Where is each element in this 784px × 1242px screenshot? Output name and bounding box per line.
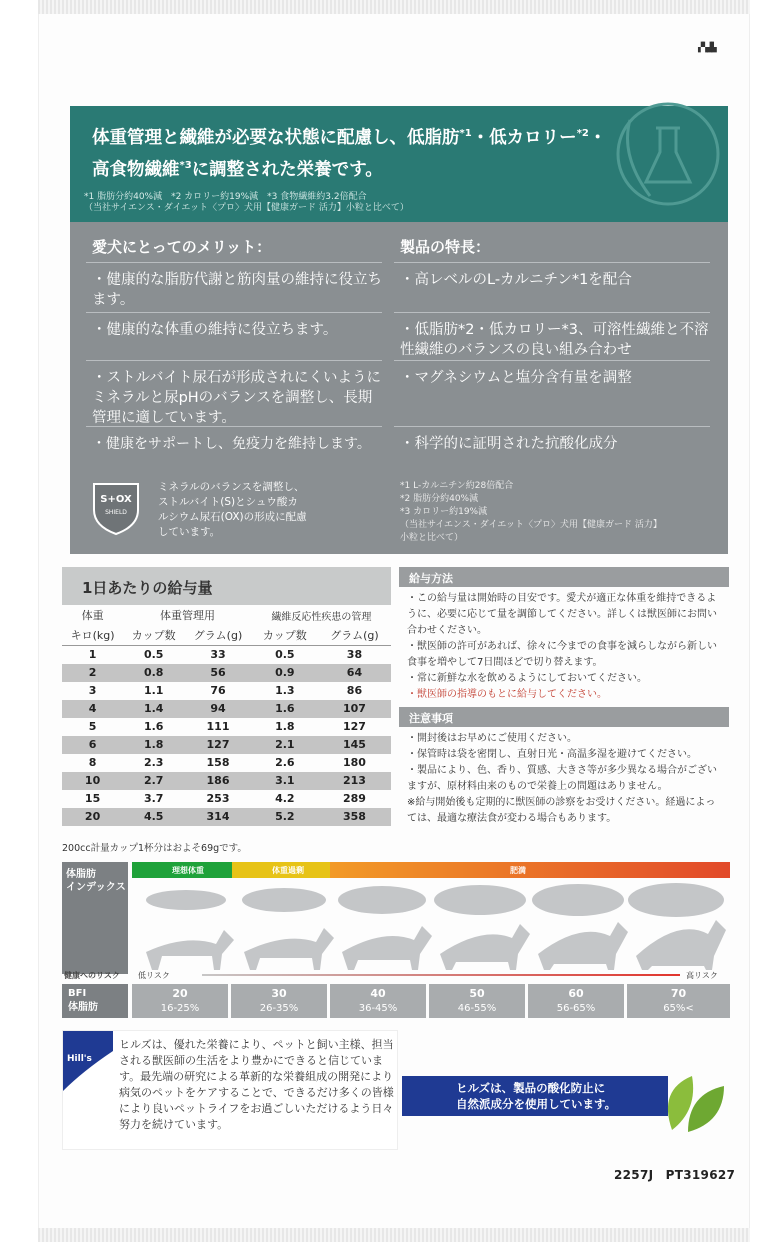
risk-low-label: 低リスク — [138, 971, 170, 980]
headline-notes — [84, 192, 409, 214]
cell: 107 — [318, 700, 391, 718]
dog-top-view — [146, 890, 226, 910]
cell: 4 — [62, 700, 123, 718]
benefit-item: ・ストルバイト尿石が形成されにくいようにミネラルと尿pHのバランスを調整し、長期管理に適しています。 — [92, 370, 381, 426]
product-code: 2257J PT319627 — [614, 1168, 736, 1182]
feeding-note: 200cc計量カップ1杯分はおよそ69gです。 — [62, 843, 247, 854]
benefits-title: 愛犬にとってのメリット： — [92, 238, 272, 256]
hills-statement — [62, 1030, 398, 1150]
table-row — [62, 736, 391, 754]
bfi-value: 40 — [370, 987, 386, 1000]
bfi-cell — [330, 984, 426, 1018]
bfi-cell — [627, 984, 730, 1018]
headline-note: *1 脂肪分約40%減 *2 カロリー約19%減 *3 食物繊維約3.2倍配合 — [84, 192, 367, 202]
headline-note: （当社サイエンス・ダイエット〈プロ〉犬用【健康ガード 活力】小粒と比べて） — [84, 203, 409, 213]
cell: 94 — [184, 700, 251, 718]
bfi-label — [62, 862, 128, 974]
divider — [394, 360, 710, 361]
cell: 5.2 — [252, 808, 318, 826]
headline-text: ・ — [588, 127, 607, 148]
cell: 111 — [206, 720, 230, 733]
divider — [86, 262, 382, 263]
col-header: カップ数 — [262, 629, 307, 642]
cell: 20 — [62, 808, 123, 826]
bfi-row-label-line: BFI — [68, 988, 87, 999]
cell: 186 — [184, 772, 251, 790]
feeding-title: 1日あたりの給与量 — [62, 567, 391, 605]
bag-bottom-seal — [38, 1228, 750, 1242]
dog-silhouettes — [136, 882, 730, 972]
caution-title: 注意事項 — [399, 707, 729, 727]
cell: 1.1 — [143, 684, 164, 697]
cell: 2.7 — [123, 772, 184, 790]
bfi-label-line: インデックス — [66, 882, 126, 893]
footnotes — [400, 480, 720, 545]
cell: 145 — [318, 736, 391, 754]
table-row — [62, 790, 391, 808]
caution-item: ・保管時は袋を密閉し、直射日光・高温多湿を避けてください。 — [407, 749, 697, 760]
shield-badge-bottom: SHIELD — [105, 509, 127, 516]
feature-item: ・マグネシウムと塩分含有量を調整 — [400, 370, 632, 386]
cell: 1.8 — [275, 720, 295, 733]
footnote-mark: *2 — [576, 128, 589, 139]
dog-side-view — [146, 930, 234, 970]
cell: 1.6 — [143, 720, 164, 733]
cell: 3.1 — [252, 772, 318, 790]
bfi-value: 30 — [271, 987, 287, 1000]
cell: 5 — [88, 720, 97, 733]
dog-top-view — [434, 885, 526, 915]
feature-item: ・高レベルのL-カルニチン*1を配合 — [400, 272, 632, 288]
cell: 158 — [206, 756, 230, 769]
headline-banner — [70, 106, 728, 222]
bfi-cell — [429, 984, 525, 1018]
shield-badge-top: S+OX — [100, 494, 132, 505]
bag-top-seal — [38, 0, 750, 14]
footnote: （当社サイエンス・ダイエット〈プロ〉犬用【健康ガード 活力】 — [400, 520, 662, 530]
headline-text: ・低カロリー — [471, 127, 577, 148]
footnote: *1 L-カルニチン約28倍配合 — [400, 481, 514, 491]
bfi-range: 26-35% — [259, 1003, 299, 1014]
bfi-value: 20 — [172, 987, 188, 1000]
cell: 314 — [184, 808, 251, 826]
col-header: カップ数 — [131, 629, 176, 642]
bfi-cell — [528, 984, 624, 1018]
cell: 8 — [88, 756, 97, 769]
instruction-item: ・常に新鮮な水を飲めるようにしておいてください。 — [407, 673, 647, 684]
cell: 289 — [342, 792, 366, 805]
bfi-range: 46-55% — [457, 1003, 497, 1014]
feeding-guide — [62, 567, 391, 826]
cell: 76 — [210, 684, 226, 697]
hills-logo-text: Hill's — [67, 1054, 92, 1064]
feed-method-title: 給与方法 — [399, 567, 729, 587]
footnote: *3 カロリー約19%減 — [400, 507, 488, 517]
cell: 2 — [62, 664, 123, 682]
footnote-mark: *1 — [459, 128, 472, 139]
table-row — [62, 664, 391, 682]
bfi-range: 65%< — [663, 1003, 694, 1014]
feeding-table — [62, 605, 391, 826]
cell: 0.9 — [252, 664, 318, 682]
cell: 1.6 — [252, 700, 318, 718]
bfi-value: 70 — [670, 987, 687, 1000]
headline-text: 体重管理と繊維が必要な状態に配慮し、低脂肪 — [92, 127, 460, 148]
caution-item: ・開封後はお早めにご使用ください。 — [407, 733, 577, 744]
caution-item: ※給与開始後も定期的に獣医師の診察をお受けください。経過によっては、最適な療法食が変わる場合もあります。 — [407, 797, 716, 824]
table-row — [62, 700, 391, 718]
dog-top-view — [338, 886, 426, 914]
table-row — [62, 646, 391, 664]
cell: 1 — [88, 648, 97, 662]
bfi-value: 50 — [469, 987, 485, 1000]
cell: 2.3 — [143, 756, 164, 769]
bfi-value: 60 — [568, 987, 584, 1000]
footnote: 小粒と比べて） — [400, 533, 464, 543]
shield-description: ミネラルのバランスを調整し、ストルバイト(S)とシュウ酸カルシウム尿石(OX)の形成に配慮しています。 — [158, 481, 307, 538]
instruction-item: ・獣医師の許可があれば、徐々に今までの食事を減らしながら新しい食事を増やして7日間ほどで切り替えます。 — [407, 641, 717, 668]
instruction-item: ・この給与量は開始時の目安です。愛犬が適正な体重を維持できるように、必要に応じて量を調節してください。詳しくは獣医師にお問い合わせください。 — [407, 593, 717, 636]
headline — [92, 120, 612, 184]
col-header: グラム(g) — [193, 629, 243, 642]
col-header: 繊維反応性疾患の管理 — [271, 611, 372, 623]
cell: 4.5 — [123, 808, 184, 826]
shield-icon — [90, 480, 142, 536]
dog-side-view — [440, 924, 530, 970]
cell: 10 — [62, 772, 123, 790]
divider — [394, 426, 710, 427]
bfi-label-line: 体脂肪 — [66, 869, 96, 880]
cell: 3 — [88, 684, 97, 697]
cell: 180 — [342, 756, 366, 769]
segment-obese: 肥満 — [330, 862, 730, 878]
cell: 2.6 — [275, 756, 295, 769]
divider — [86, 426, 382, 427]
bfi-range: 36-45% — [358, 1003, 398, 1014]
bfi-range: 16-25% — [160, 1003, 200, 1014]
bfi-row-label-line: 体脂肪 — [68, 1002, 98, 1013]
col-header: グラム(g) — [330, 629, 379, 642]
dog-top-view — [242, 888, 326, 912]
table-row — [62, 754, 391, 772]
cell: 358 — [318, 808, 391, 826]
benefit-item: ・健康的な体重の維持に役立ちます。 — [92, 322, 338, 338]
instruction-item-warning: ・獣医師の指導のもとに給与してください。 — [407, 689, 607, 700]
cell: 0.5 — [275, 648, 295, 662]
cell: 64 — [318, 664, 391, 682]
cell: 127 — [342, 720, 366, 733]
headline-text: に調整された栄養です。 — [191, 159, 383, 180]
feed-method-body — [399, 587, 729, 707]
table-row — [62, 808, 391, 826]
risk-high-label: 高リスク — [686, 971, 718, 980]
dog-side-view — [244, 928, 334, 970]
caution-body — [399, 727, 729, 831]
leaf-icon — [658, 1060, 728, 1140]
cell: 127 — [184, 736, 251, 754]
cell: 3.7 — [143, 792, 164, 805]
science-flask-icon — [610, 96, 726, 220]
divider — [394, 312, 710, 313]
divider — [86, 312, 382, 313]
cell: 15 — [84, 792, 101, 805]
feature-item: ・科学的に証明された抗酸化成分 — [400, 436, 618, 452]
cell: 0.8 — [123, 664, 184, 682]
body-fat-index — [62, 862, 730, 1022]
cell: 253 — [206, 792, 230, 805]
hills-description: ヒルズは、優れた栄養により、ペットと飼い主様、担当される獣医師の生活をより豊かにできると信じています。最先端の研究による革新的な栄養組成の開発により病気のペットをケアすることで、できるだけ多くの皆様により良いペットライフをお過ごしいただけるよう日々努力を続けています。 — [119, 1038, 394, 1131]
divider — [394, 262, 710, 263]
benefit-item: ・健康的な脂肪代謝と筋肉量の維持に役立ちます。 — [92, 272, 382, 308]
hills-logo — [63, 1031, 113, 1091]
dog-side-view — [636, 920, 726, 970]
col-header: 体重 — [81, 609, 104, 622]
table-row — [62, 772, 391, 790]
cell: 2.1 — [252, 736, 318, 754]
features-title: 製品の特長： — [400, 238, 491, 256]
footnote: *2 脂肪分約40%減 — [400, 494, 479, 504]
footnote-mark: *3 — [179, 159, 192, 171]
col-header: キロ(kg) — [70, 629, 115, 642]
benefit-item: ・健康をサポートし、免疫力を維持します。 — [92, 436, 371, 452]
dog-top-view — [628, 883, 724, 917]
instructions — [399, 567, 729, 831]
dog-side-view — [538, 922, 628, 970]
bfi-cell — [231, 984, 327, 1018]
banner-line: ヒルズは、製品の酸化防止に — [456, 1081, 606, 1095]
cell: 56 — [184, 664, 251, 682]
cell: 33 — [210, 648, 226, 662]
bfi-cell — [132, 984, 228, 1018]
cell: 1.4 — [123, 700, 184, 718]
bfi-row-label — [62, 984, 128, 1018]
cell: 38 — [346, 648, 363, 662]
risk-label: 健康へのリスク — [64, 971, 120, 980]
dog-top-view — [532, 884, 624, 916]
col-header: 体重管理用 — [159, 609, 215, 622]
natural-preservative-banner — [402, 1076, 668, 1116]
segment-ideal: 理想体重 — [132, 862, 232, 878]
cell: 4.2 — [275, 792, 295, 805]
cell: 1.8 — [123, 736, 184, 754]
banner-line: 自然派成分を使用しています。 — [456, 1097, 617, 1111]
benefits-features-panel — [70, 222, 728, 554]
headline-text: 高食物繊維 — [92, 159, 180, 180]
bfi-range: 56-65% — [556, 1003, 596, 1014]
dog-side-view — [342, 926, 432, 970]
qr-code: ▞▚▟▙ — [698, 43, 716, 53]
cell: 1.3 — [275, 684, 295, 697]
feature-item: ・低脂肪*2・低カロリー*3、可溶性繊維と不溶性繊維のバランスの良い組み合わせ — [400, 322, 709, 358]
cell: 6 — [62, 736, 123, 754]
cell: 0.5 — [143, 648, 164, 662]
segment-over: 体重過剰 — [232, 862, 330, 878]
caution-item: ・製品により、色、香り、質感、大きさ等が多少異なる場合がございますが、原材料由来のもので栄養上の問題はありません。 — [407, 765, 717, 792]
risk-gradient-line — [202, 974, 680, 976]
cell: 86 — [346, 684, 363, 697]
divider — [86, 360, 382, 361]
cell: 213 — [318, 772, 391, 790]
table-row — [62, 682, 391, 700]
table-row — [62, 718, 391, 736]
